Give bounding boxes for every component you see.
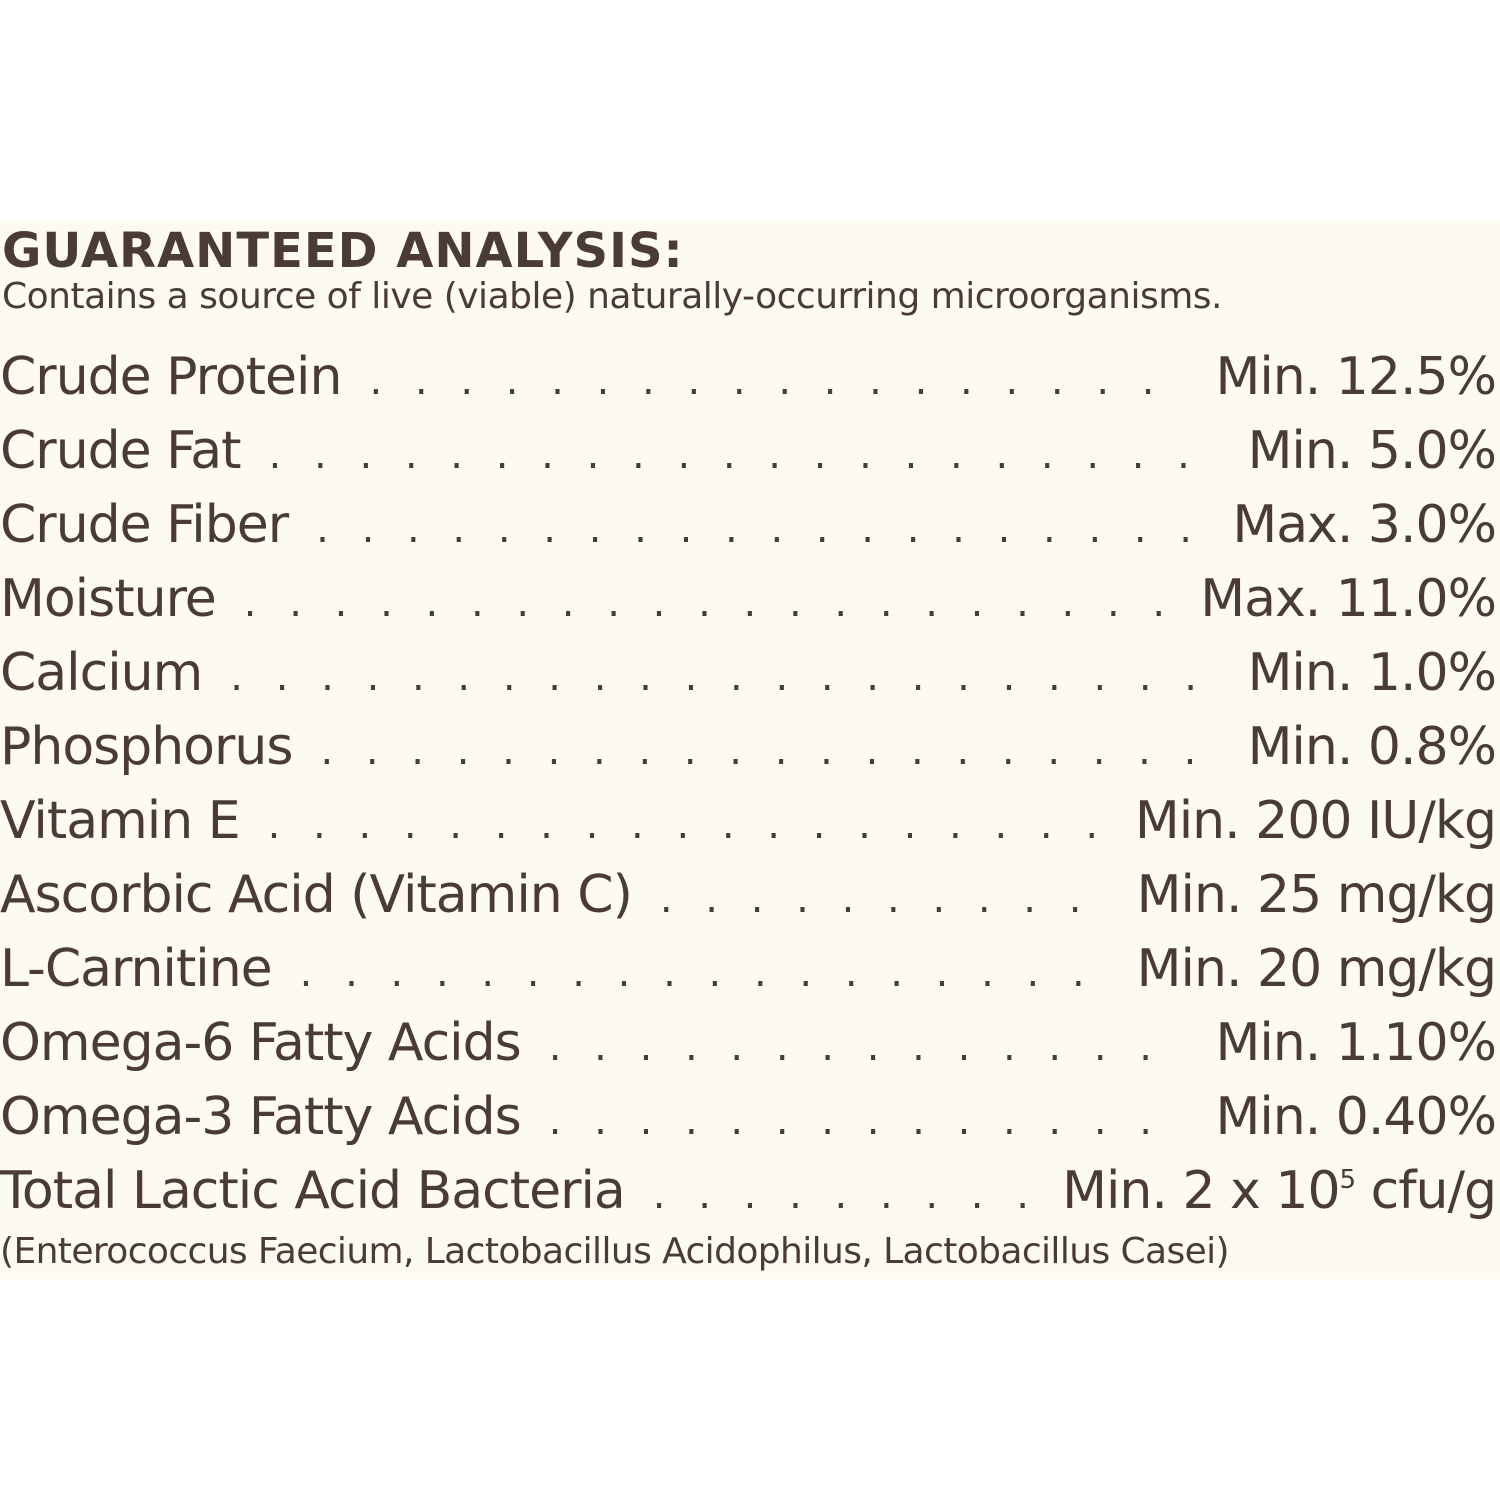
dot-leader (269, 423, 1222, 487)
dot-leader (300, 941, 1111, 1005)
nutrient-value: Min. 0.8% (1247, 717, 1496, 777)
nutrient-name: Crude Protein (0, 347, 342, 407)
dot-leader (549, 1089, 1190, 1153)
analysis-row-phosphorus (0, 715, 1496, 789)
nutrient-name: Vitamin E (0, 791, 240, 851)
nutrient-name: Moisture (0, 569, 216, 629)
nutrient-value: Min. 200 IU/kg (1134, 791, 1496, 851)
analysis-table (0, 345, 1496, 1233)
dot-leader (653, 1163, 1036, 1227)
dot-leader (268, 793, 1109, 857)
value-suffix: cfu/g (1355, 1161, 1496, 1221)
nutrient-value: Min. 25 mg/kg (1136, 865, 1496, 925)
nutrient-value: Min. 5.0% (1247, 421, 1496, 481)
nutrient-value: Min. 12.5% (1215, 347, 1496, 407)
analysis-row-vitamin-e (0, 789, 1496, 863)
nutrient-name: Phosphorus (0, 717, 293, 777)
nutrient-name: Crude Fat (0, 421, 241, 481)
value-prefix: Min. 2 x 10 (1062, 1161, 1340, 1221)
analysis-subheading: Contains a source of live (viable) naturally-occurring microorganisms. (2, 276, 1222, 317)
analysis-row-crude-fiber (0, 493, 1496, 567)
nutrient-name: Ascorbic Acid (Vitamin C) (0, 865, 632, 925)
nutrient-name: Omega-3 Fatty Acids (0, 1087, 521, 1147)
nutrient-name: Calcium (0, 643, 203, 703)
bacteria-footnote: (Enterococcus Faecium, Lactobacillus Acidophilus, Lactobacillus Casei) (0, 1231, 1230, 1272)
dot-leader (320, 719, 1221, 783)
analysis-heading: GUARANTEED ANALYSIS: (2, 223, 684, 279)
nutrient-value (1062, 1159, 1496, 1223)
nutrient-name: Crude Fiber (0, 495, 289, 555)
analysis-row-lactic-acid-bacteria (0, 1159, 1496, 1233)
nutrient-name: L-Carnitine (0, 939, 272, 999)
dot-leader (316, 497, 1206, 561)
dot-leader (230, 645, 1221, 709)
nutrient-value: Max. 11.0% (1200, 569, 1496, 629)
guaranteed-analysis-panel (0, 221, 1500, 1279)
nutrient-value: Min. 0.40% (1215, 1087, 1496, 1147)
analysis-row-moisture (0, 567, 1496, 641)
nutrient-name: Total Lactic Acid Bacteria (0, 1161, 625, 1221)
dot-leader (549, 1015, 1190, 1079)
nutrient-value: Min. 1.0% (1247, 643, 1496, 703)
nutrient-value: Min. 1.10% (1215, 1013, 1496, 1073)
analysis-row-calcium (0, 641, 1496, 715)
dot-leader (369, 349, 1189, 413)
analysis-row-crude-fat (0, 419, 1496, 493)
analysis-row-omega-6 (0, 1011, 1496, 1085)
dot-leader (244, 571, 1174, 635)
nutrient-value: Min. 20 mg/kg (1136, 939, 1496, 999)
value-exponent: 5 (1339, 1165, 1356, 1195)
analysis-row-omega-3 (0, 1085, 1496, 1159)
analysis-row-crude-protein (0, 345, 1496, 419)
analysis-row-ascorbic-acid (0, 863, 1496, 937)
nutrient-name: Omega-6 Fatty Acids (0, 1013, 521, 1073)
dot-leader (660, 867, 1111, 931)
nutrient-value: Max. 3.0% (1232, 495, 1496, 555)
analysis-row-l-carnitine (0, 937, 1496, 1011)
